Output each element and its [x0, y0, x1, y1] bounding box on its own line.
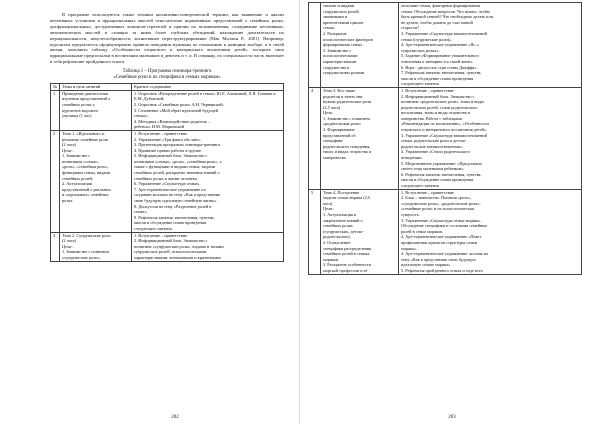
table-row: [309, 189, 582, 274]
header-content: Краткое содержание: [132, 84, 284, 91]
table-caption-line: «Семейные роли и их специфика в семьях морякам»: [113, 75, 221, 81]
topic-line: часа): [323, 200, 333, 206]
topic-line: (2 часа): [62, 238, 77, 244]
topic-line: модели семьи моряка (2,5: [323, 195, 371, 201]
content-line: 4. Упражнение «Стили родительского: [401, 149, 471, 155]
topic-line: типами и видами: [323, 3, 355, 8]
topic-line: специфике: [323, 138, 343, 144]
row-topic: [321, 189, 399, 274]
topic-line: Тема 1. «Идеальные» и: [62, 130, 105, 136]
topic-line: супружества и: [323, 64, 350, 70]
content-line: своего отца маленьким ребенком».: [401, 166, 465, 172]
topic-line: 1. Знакомство с понятием: [323, 115, 370, 121]
topic-line: 1. Актуализация и: [323, 211, 357, 217]
content-line: «Рекомендации по воспитанию», «Особенности: [401, 121, 489, 127]
content-line: мысли и обсуждение плана проведения: [401, 75, 474, 81]
topic-line: училища (1 час): [62, 113, 92, 119]
content-line: старости?: [401, 25, 420, 31]
content-line: понятием «супружеские роли», видами и типами: [134, 243, 224, 249]
content-line: 8. Дискуссия на тему «Разделение ролей в: [134, 203, 212, 209]
content-line: семьи (супружеские роли)».: [401, 36, 453, 42]
row-number: 2: [51, 130, 60, 232]
row-topic: [321, 87, 399, 189]
topic-line: характеристиками: [323, 58, 357, 64]
content-line: 5. Рефлексия пройденного опыта и ходе всех: [401, 267, 483, 273]
row-content: [132, 232, 284, 261]
content-line: 4. Арт-терапевтическое упражнение «Я» о: [401, 42, 479, 48]
row-content: [399, 87, 582, 189]
table-row: [309, 87, 582, 189]
content-line: 3. Упражнение «Скульптура взаимоотношений: [401, 30, 487, 36]
content-line: 3. Сочинение «Мой образ идеальной будущей: [134, 107, 219, 113]
content-line: семейных ролей, раскрытие значения знаний о: [134, 170, 220, 176]
content-line: 4. Методика «Взаимодействие родитель –: [134, 118, 211, 124]
topic-line: функциями семьи, видами: [62, 170, 111, 176]
topic-line: семейных ролей в семьях: [323, 251, 370, 257]
header-topic: Темы и цель занятий: [60, 84, 132, 91]
content-line: 4. Принятие правил работы в группе.: [134, 147, 203, 153]
content-line: родительские взаимоотношения».: [401, 143, 464, 149]
topic-line: 1. Знакомство с понятием: [62, 249, 109, 255]
topic-line: значимыми и: [323, 14, 348, 20]
topic-line: курсантов морского: [62, 107, 99, 113]
content-line: 2. Информационный блок. Знакомство с: [401, 93, 475, 99]
topic-line: родительских);: [323, 234, 351, 240]
content-line: профилактики кризисов структуры семьи: [401, 239, 478, 245]
content-line: 3. Упражнение «Скульптура взаимоотношений: [401, 132, 487, 138]
topic-line: Тема 4. Построение: [323, 189, 360, 195]
topic-line: родительского поведения,: [323, 143, 371, 149]
topic-line: «супружеские роли»,: [62, 254, 101, 260]
topic-line: (2 часа): [62, 142, 77, 148]
content-line: 1. Вступление – приветствие: [401, 87, 454, 93]
topic-line: Проведение диагностики: [62, 90, 109, 96]
content-line: супружеских ролей, психологическими: [134, 249, 207, 255]
topic-line: Цели:: [62, 147, 73, 153]
content-line: созданию коллажа на тему «Как я представляю: [134, 192, 221, 198]
content-line: также с функциями и видами семьи, видами: [134, 164, 216, 170]
content-line: семьи. Обсуждение вопросов. Что нужно, чтобы: [401, 8, 490, 14]
content-line: отцовского и материнского воспитания детей».: [401, 127, 488, 133]
table-caption-line: Таблица 1 – Программа семинара-тренинга: [122, 69, 212, 75]
topic-line: семейных ролей;: [62, 175, 93, 181]
content-line: характеристиками, возможными и критичными: [134, 254, 221, 260]
row-topic: [60, 90, 132, 130]
content-line: Е.М. Дубовской;: [134, 96, 165, 102]
topic-line: реальные семейные роли: [62, 136, 108, 142]
topic-line: нужны родительские роли: [323, 99, 372, 105]
row-content: [399, 189, 582, 274]
topic-line: морской профессии и её: [323, 267, 368, 273]
page-number: 203: [448, 415, 456, 420]
topic-line: моряков.: [323, 256, 340, 262]
topic-line: (2,5 часа): [323, 104, 341, 110]
content-line: 6. Рефлексия занятия: впечатления, чувства,: [401, 171, 482, 177]
topic-line: Цели:: [323, 206, 334, 212]
topic-line: материнства: [323, 155, 346, 161]
topic-line: Цели:: [62, 243, 73, 249]
topic-line: Цель:: [323, 110, 334, 116]
table-row: [309, 3, 582, 88]
topic-line: супружеских ролей,: [323, 8, 360, 14]
topic-line: (супружеских, детско-: [323, 228, 364, 234]
content-line: 5. Информационный блок. Знакомство с: [134, 153, 208, 159]
row-topic: [60, 130, 132, 232]
topic-line: семьи.: [323, 25, 335, 31]
content-line: следующего занятия.: [401, 81, 440, 87]
right-page: [300, 0, 600, 424]
table-row: [51, 130, 284, 232]
content-line: отношения к женщине и к своей жене».: [401, 58, 474, 64]
content-line: мысли и обсуждение плана проведения: [401, 177, 474, 183]
topic-line: представлений о реальных: [62, 186, 111, 192]
content-line: следующего занятия.: [401, 183, 440, 188]
topic-line: типах и видах отцовства и: [323, 149, 372, 155]
topic-line: формирования семьи.: [323, 42, 363, 48]
topic-line: изучения представлений о: [62, 96, 111, 102]
content-line: материнства. Работа с таблицами: [401, 115, 462, 121]
intro-paragraph: [50, 12, 284, 65]
topic-line: понятиями «семья»,: [62, 158, 99, 164]
topic-line: семейных ролях у: [62, 101, 95, 107]
content-line: свою будущую идеальную семейную жизнь».: [134, 198, 218, 204]
table-header-row: [51, 84, 284, 91]
topic-line: критическими циклов: [323, 19, 364, 25]
content-line: 5. Задание «Формирование уважительного: [401, 53, 480, 59]
content-line: 1. Вступление – приветствие.: [134, 130, 188, 136]
header-num: №: [51, 84, 60, 91]
topic-line: Тема 3. Кто такие: [323, 87, 356, 93]
topic-line: 2. Актуализация: [62, 181, 92, 187]
content-line: мысли и обсуждение плана проведения: [134, 220, 207, 226]
content-line: семьи: родительские роли и детско-: [401, 138, 467, 144]
content-line: ребенок» И.М. Марковской: [134, 124, 185, 130]
content-line: 2. Блок – знакомство. Понятия «роль»,: [401, 195, 472, 201]
content-line: описание семьи, факторами формирования: [401, 3, 480, 8]
content-line: следующего занятия.: [134, 226, 173, 231]
table-row: [51, 90, 284, 130]
content-line: 1. Вступление – приветствие.: [134, 232, 188, 238]
content-line: «семейные роли» и их психологическая: [401, 206, 474, 212]
content-line: 4. Арт-терапевтическое упражнение «Пакет: [401, 234, 482, 240]
topic-line: 3. Знакомство с: [323, 47, 352, 53]
topic-line: 1. Знакомство с: [62, 153, 91, 159]
topic-line: ролях.: [62, 198, 74, 204]
content-line: семьи»;: [134, 113, 149, 119]
content-line: 9. Рефлексия занятия: впечатления, чувства,: [134, 214, 215, 220]
topic-line: Тема 2. Супружеские роли: [62, 232, 111, 238]
content-line: 6. Упражнение «Скульптура семьи».: [134, 181, 201, 187]
content-line: 7. Рефлексия занятия: впечатления, чувства,: [401, 70, 482, 76]
content-line: ролей в семье моряков.: [401, 228, 444, 234]
row-topic: [60, 232, 132, 261]
intro-paragraph-text: В программе используются также техники когнитивно-поведенческой терапии, как выявление и анализ негативных установок и иррациональных мыслей относительно нормативных представлений о семейных ролях, дисфункциональных, деструктивных копингов-стратегий и причин их возникновения, оспаривание негативных, автоматических мыслей и стоящих за ними более глубоких убеждений, нахождение доказательств их нерациональности, нецелесообразности, когнитивное переструктурирование [Мак Маллин Р., 2001]. Например, курсантам предлагается сформулировать правила поведения мужчины по отношению к женщине вообще, и в своей жизни, заполнить таблицу «Особенности отцовского и материнского воспитания детей», оспорить свои иррациональные предпосылки в воспитании мальчиков и девочек и т. п. В семинар, по специальности часть включает в себя рефлексию пройденного опыта.: [50, 12, 284, 65]
content-line: семье».: [134, 209, 148, 215]
content-line: моряка».: [401, 245, 418, 251]
row-number: 4: [309, 87, 321, 189]
content-line: сущность.: [401, 211, 420, 217]
row-number: 3: [51, 232, 60, 261]
content-line: тему «Как я представляю свою будущую: [401, 256, 476, 262]
content-line: 5. Медитативное упражнение: «Представьте: [401, 160, 483, 166]
topic-line: 2. Раскрытие: [323, 30, 347, 36]
row-content: [132, 130, 284, 232]
content-line: 2. Информационный блок. Знакомство с: [134, 238, 208, 244]
row-content: [132, 90, 284, 130]
topic-line: и «идеальных» семейных: [62, 192, 109, 198]
topic-line: 3. Раскрытие особенности: [323, 262, 372, 268]
topic-line: супружескими ролями: [323, 70, 365, 76]
row-content: [399, 3, 582, 88]
content-line: понятием «родительские роли», типы и виды: [401, 99, 484, 105]
topic-line: «роль», «семейная роль»,: [62, 164, 109, 170]
content-line: понятиями «семья», «роль», «семейная роль», а: [134, 158, 222, 164]
row-topic: [321, 3, 399, 88]
content-line: «супружеские роли», «родительские роли»,: [401, 200, 481, 206]
topic-line: психологических факторов: [323, 36, 373, 42]
row-number: [309, 3, 321, 88]
topic-line: семейных ролях: [323, 223, 353, 229]
content-line: 4. Арт-терапевтическое упражнение: коллаж на: [401, 251, 488, 257]
row-number: 1: [51, 90, 60, 130]
program-table-right: [308, 2, 582, 275]
table-caption: [50, 69, 284, 81]
row-number: 5: [309, 189, 321, 274]
content-line: 6. Игра - дискуссия «три стены Джеффа».: [401, 64, 478, 70]
content-line: 7. Арт-терапевтическое упражнение по: [134, 186, 206, 192]
topic-line: представлений об: [323, 132, 356, 138]
content-line: 1. Вступление – приветствие: [401, 189, 454, 195]
content-line: не делать, чтобы дожить до счастливой: [401, 19, 473, 25]
program-table-left: [50, 83, 284, 261]
topic-line: родители и зачем они: [323, 93, 363, 99]
content-line: семейных ролях в жизни человека.: [134, 175, 198, 181]
content-line: быть крепкой семьей? Что необходимо делать или: [401, 14, 493, 20]
topic-line: закрепление знаний о: [323, 217, 363, 223]
topic-line: специфики распределения: [323, 245, 372, 251]
content-line: 1. Опросник «Распределение ролей в семье» Ю.Е. Алешиной, Л.Я. Гозмана и: [134, 90, 276, 96]
table-row: [51, 232, 284, 261]
topic-line: «родительская роль»: [323, 121, 362, 127]
content-line: идеальную семью моряка».: [401, 262, 452, 268]
topic-line: психологическими: [323, 53, 358, 59]
content-line: Обсуждение специфики и состояния семейных: [401, 223, 488, 229]
content-line: поведения».: [401, 155, 424, 161]
page-number: 202: [171, 415, 179, 420]
content-line: 3. Презентация программы семинара-тренинга.: [134, 142, 221, 148]
content-line: 2. Опросник «Семейные роли» А.Н. Чернявской;: [134, 101, 224, 107]
content-line: супружеских ролях».: [401, 47, 440, 53]
content-line: родительских ролей, стили родительского: [401, 104, 478, 110]
content-line: 3. Упражнение «Скульптура семьи моряка».: [401, 217, 482, 223]
content-line: 2. Упражнение «Три факта обо мне».: [134, 136, 202, 142]
topic-line: 2. Формирование: [323, 127, 355, 133]
topic-line: 2. Осмысление: [323, 239, 351, 245]
content-line: воспитания, типы и виды отцовства и: [401, 110, 471, 116]
